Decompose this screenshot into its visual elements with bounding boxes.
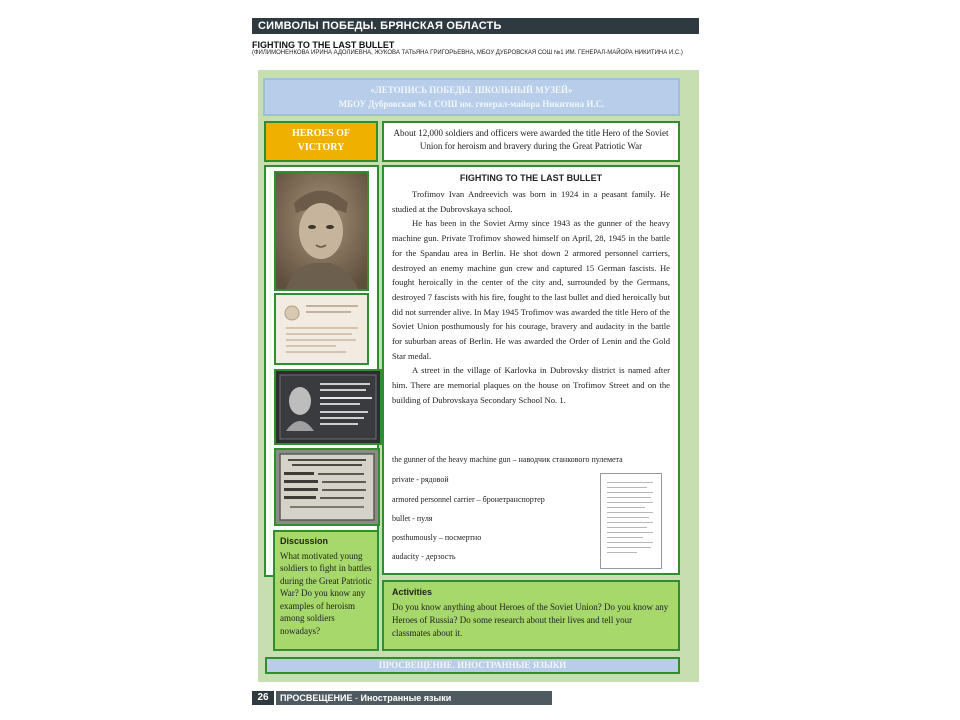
article-paragraph-2: He has been in the Soviet Army since 1943 as the gunner of the heavy machine gun. Private Trofimov showed himself on April, 28, 1945 in the battle for the Spandau area in Berlin. He shot down 2 armored personnel carriers, destroyed an enemy machine gun crew and captured 15 German fascists. He fought heroically in the center of the city and, surrounded by the Germans, destroyed 7 fascists with his fire, fought to the last bullet and died heroically but did not surrender alive. In May 1945 Trofimov was awarded the title Hero of the Soviet Union posthumously for his courage, bravery and audacity in the battle for suburban areas of Berlin. He was awarded the Order of Lenin and the Gold Star medal. <box>392 218 670 361</box>
school-plaque-photo <box>274 448 380 526</box>
heroes-label-line-1: HEROES OF <box>291 128 351 139</box>
footer-publisher-name: ПРОСВЕЩЕНИЕ <box>280 693 353 703</box>
authors-line: (ФИЛИМОНЕНКОВА ИРИНА АДОЛИЕВНА, ЖУКОВА ТАТЬЯНА ГРИГОРЬЕВНА, МБОУ ДУБРОВСКАЯ СОШ №1 ИМ. ГЕНЕРАЛ-МАЙОРА НИКИТИНА И.С.) <box>252 50 683 56</box>
article-paragraph-1: Trofimov Ivan Andreevich was born in 1924 in a peasant family. He studied at the Dubrovskaya school. <box>392 189 670 214</box>
intro-box: About 12,000 soldiers and officers were awarded the title Hero of the Soviet Union for heroism and bravery during the Great Patriotic War <box>382 121 680 162</box>
vocab-item: posthumously – посмертно <box>392 533 482 542</box>
footer-publisher <box>276 691 552 705</box>
activities-box <box>382 580 680 651</box>
discussion-heading: Discussion <box>280 536 329 546</box>
vocab-item: private - рядовой <box>392 475 449 484</box>
footer-subtitle: Иностранные языки <box>360 693 452 703</box>
award-document-photo <box>274 293 369 365</box>
article-heading: FIGHTING TO THE LAST BULLET <box>252 40 395 50</box>
article-box <box>382 165 680 575</box>
footer-band: ПРОСВЕЩЕНИЕ. ИНОСТРАННЫЕ ЯЗЫКИ <box>265 657 680 674</box>
photo-column <box>264 165 379 577</box>
heroes-label-line-2: VICTORY <box>297 142 345 153</box>
banner-line-1: «ЛЕТОПИСЬ ПОБЕДЫ. ШКОЛЬНЫЙ МУЗЕЙ» <box>370 85 573 95</box>
activities-text: Do you know anything about Heroes of the Soviet Union? Do you know any Heroes of Russia? Do some research about their lives and tell your classmates about it. <box>392 602 669 638</box>
section-header-bar: СИМВОЛЫ ПОБЕДЫ. БРЯНСКАЯ ОБЛАСТЬ <box>252 18 699 34</box>
school-plaque-image <box>276 450 378 524</box>
discussion-box <box>273 530 379 651</box>
vocab-item: the gunner of the heavy machine gun – наводчик станкового пулемета <box>392 455 623 464</box>
page-number: 26 <box>252 691 274 705</box>
article-title: FIGHTING TO THE LAST BULLET <box>459 173 603 183</box>
memorial-plaque-image <box>276 371 380 443</box>
document-thumbnail <box>600 473 662 569</box>
vocab-item: armored personnel carrier – бронетранспортер <box>392 495 545 504</box>
document-image <box>276 295 367 363</box>
banner-line-2: МБОУ Дубровская №1 СОШ им. генерал-майора Никитина И.С. <box>338 99 605 109</box>
vocab-item: bullet - пуля <box>392 514 433 523</box>
article-paragraph-3: A street in the village of Karlovka in Dubrovsky district is named after him. There are memorial plaques on the house on Trofimov Street and on the building of Dubrovskaya Secondary School No. 1. <box>392 365 670 405</box>
vocab-item: audacity - дерзость <box>392 552 456 561</box>
portrait-image <box>276 173 367 289</box>
heroes-of-victory-label <box>264 121 378 162</box>
discussion-text: What motivated young soldiers to fight in battles during the Great Patriotic War? Do you know any examples of heroism among soldiers nowadays? <box>280 550 372 636</box>
activities-heading: Activities <box>392 587 433 597</box>
memorial-plaque-photo <box>274 369 382 445</box>
footer-separator: - <box>352 693 361 703</box>
museum-banner <box>263 78 680 116</box>
portrait-photo <box>274 171 369 291</box>
